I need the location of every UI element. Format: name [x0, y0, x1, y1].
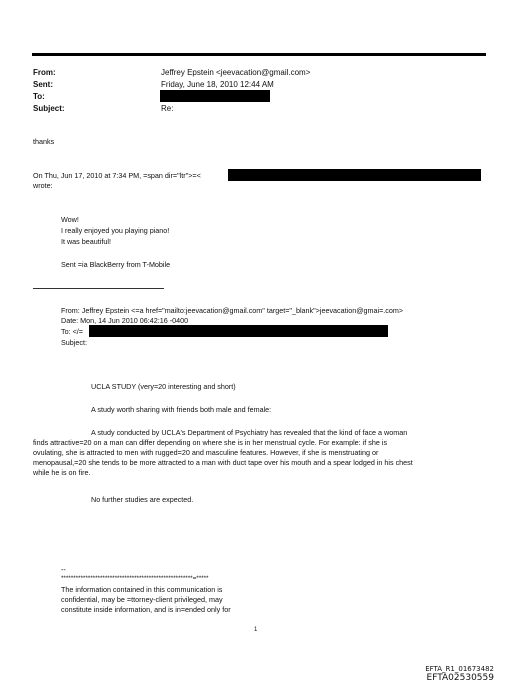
disclaimer-stars: ******************************************************=*****	[61, 575, 209, 582]
article-line-4: menopausal,=20 she tends to be more attracted to a man with duct tape over his mouth and a spear lodged in his chest	[33, 458, 413, 467]
disclaimer-dashes: --	[61, 565, 66, 574]
quote-intro-line2: wrote:	[33, 181, 53, 190]
header-rule	[32, 53, 486, 56]
disclaimer-line-1: The information contained in this communication is	[61, 585, 223, 594]
quoted-enjoyed: I really enjoyed you playing piano!	[61, 226, 170, 235]
redaction-to	[160, 90, 270, 102]
from-label: From:	[33, 68, 56, 77]
subject-value: Re:	[161, 104, 174, 113]
quote-separator	[33, 288, 164, 289]
article-line-2: finds attractive=20 on a man can differ depending on where she is in her menstrual cycle. For example: if she is	[33, 438, 388, 447]
quoted-wow: Wow!	[61, 215, 79, 224]
page-number: 1	[254, 627, 258, 633]
disclaimer-line-3: constitute inside information, and is in=ended only for	[61, 605, 231, 614]
forward-to: To: </=	[61, 327, 83, 336]
quoted-beautiful: It was beautiful!	[61, 237, 111, 246]
forward-date: Date: Mon, 14 Jun 2010 06:42:16 -0400	[61, 316, 189, 325]
from-value: Jeffrey Epstein <jeevacation@gmail.com>	[161, 68, 311, 77]
forward-subject: Subject:	[61, 338, 87, 347]
article-line-3: ovulating, she is attracted to men with rugged=20 and masculine features. However, if she is menstruating or	[33, 448, 379, 457]
subject-label: Subject:	[33, 104, 65, 113]
redaction-forward-to	[89, 325, 388, 337]
footer-bates-1: EFTA_R1_01673482	[425, 665, 494, 673]
to-label: To:	[33, 92, 45, 101]
article-line-1: A study conducted by UCLA's Department of Psychiatry has revealed that the kind of face a woman	[91, 428, 408, 437]
reply-text: thanks	[33, 137, 55, 146]
article-closing: No further studies are expected.	[91, 495, 194, 504]
article-title: UCLA STUDY (very=20 interesting and short)	[91, 382, 236, 391]
sent-label: Sent:	[33, 80, 53, 89]
footer-bates-2: EFTA02530559	[426, 673, 494, 683]
article-intro: A study worth sharing with friends both male and female:	[91, 405, 272, 414]
disclaimer-line-2: confidential, may be =ttorney-client privileged, may	[61, 595, 223, 604]
forward-from: From: Jeffrey Epstein <=a href="mailto:jeevacation@gmail.com" target="_blank">jeevacation@gmai=.com>	[61, 306, 404, 315]
article-line-5: while he is on fire.	[33, 468, 91, 477]
redaction-quote-sender	[228, 169, 481, 181]
quote-intro-line1: On Thu, Jun 17, 2010 at 7:34 PM, =span dir="ltr">=<	[33, 171, 201, 180]
sent-value: Friday, June 18, 2010 12:44 AM	[161, 80, 274, 89]
quoted-sent-via: Sent =ia BlackBerry from T-Mobile	[61, 260, 171, 269]
